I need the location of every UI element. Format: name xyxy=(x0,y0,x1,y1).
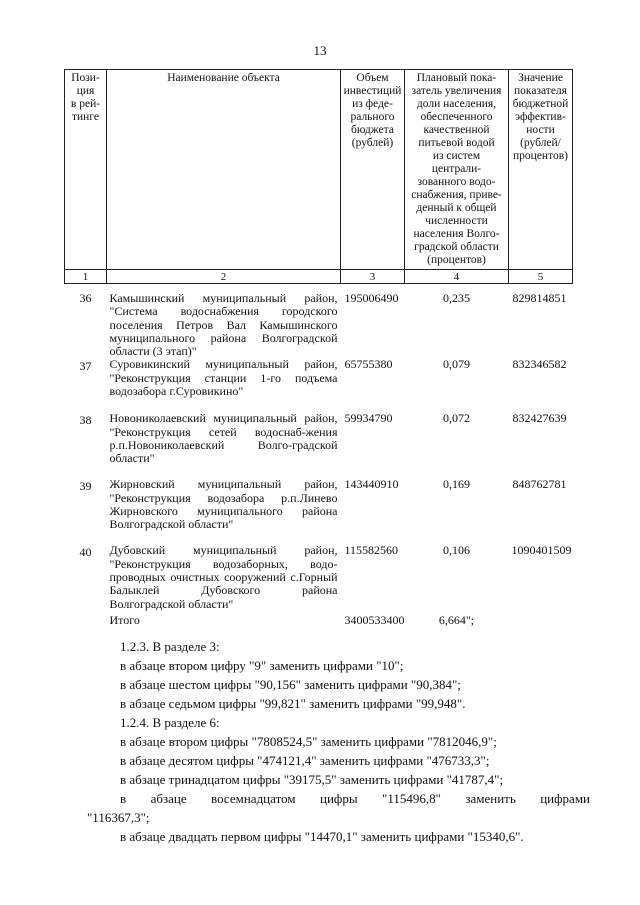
page-number: 13 xyxy=(313,43,327,58)
header-name-text: Наименование объекта xyxy=(167,72,280,84)
row-efficiency: 1090401509 xyxy=(511,543,572,558)
row-indicator: 0,079 xyxy=(443,357,470,372)
paragraph-section-6: 1.2.4. В разделе 6: xyxy=(120,715,220,730)
header-investment xyxy=(341,70,405,270)
total-label: Итого xyxy=(109,613,140,628)
row-efficiency: 848762781 xyxy=(512,477,567,492)
header-name xyxy=(107,70,341,270)
table-row xyxy=(65,358,573,412)
row-investment: 115582560 xyxy=(344,543,399,558)
row-indicator: 0,235 xyxy=(443,291,470,305)
row-indicator: 0,106 xyxy=(443,543,470,558)
column-number-3: 3 xyxy=(341,270,405,284)
row-investment: 65755380 xyxy=(344,357,393,372)
row-position: 40 xyxy=(79,545,92,560)
total-empty-cell xyxy=(65,614,107,630)
row-indicator: 0,072 xyxy=(443,411,470,426)
total-efficiency-cell xyxy=(509,614,573,630)
row-efficiency: 832427639 xyxy=(512,411,567,426)
paragraph: в абзаце шестом цифры "90,156" заменить цифрами "90,384"; xyxy=(120,677,461,692)
table-row xyxy=(65,412,573,478)
table-row xyxy=(65,478,573,544)
row-investment: 59934790 xyxy=(344,411,393,426)
row-position: 37 xyxy=(79,359,92,374)
paragraph-section-3: 1.2.3. В разделе 3: xyxy=(120,639,220,654)
row-position: 38 xyxy=(79,413,92,428)
row-name: Камышинский муниципальный район, "Система водоснабжения городского поселения Петров Вал Камышинского муниципального района Волгоградской области (3 этап)" xyxy=(109,291,338,359)
row-efficiency: 829814851 xyxy=(512,291,567,305)
header-investment-text: Объем инвестиций из феде- рального бюджета (рублей) xyxy=(343,72,402,149)
row-name: Дубовский муниципальный район, "Реконструкция водозаборных, водо-проводных очистных сооружений с.Горный Балыклей Дубовского района Волгоградской области" xyxy=(109,543,338,611)
row-efficiency: 832346582 xyxy=(512,357,567,372)
row-name: Суровикинский муниципальный район, "Реконструкция станции 1-го подъема водозабора г.Суровикино" xyxy=(109,357,338,399)
paragraph-continuation: "116367,3"; xyxy=(87,810,150,825)
header-efficiency xyxy=(509,70,573,270)
row-indicator: 0,169 xyxy=(443,477,470,492)
row-name: Новониколаевский муниципальный район, "Реконструкция сетей водоснаб-жения р.п.Новониколаевский Волго-градской области" xyxy=(109,411,338,466)
total-indicator: 6,664"; xyxy=(438,613,475,628)
paragraph: в абзаце двадцать первом цифры "14470,1" заменить цифрами "15340,6". xyxy=(120,829,524,844)
header-indicator-text: Плановый пока- затель увеличения доли населения, обеспеченного качественной питьевой водой из систем централи- зованного водо- снабжения, приве- денный к общей численности населения Волго- градской области (процентов) xyxy=(411,72,502,266)
header-position xyxy=(65,70,107,270)
column-number-4: 4 xyxy=(405,270,509,284)
row-position: 36 xyxy=(79,291,92,305)
paragraph: в абзаце втором цифры "7808524,5" заменить цифрами "7812046,9"; xyxy=(120,734,497,749)
column-number-2: 2 xyxy=(107,270,341,284)
header-position-text: Пози- ция в рей- тинге xyxy=(70,72,101,123)
row-investment: 195006490 xyxy=(344,291,399,305)
paragraph: в абзаце десятом цифры "474121,4" заменить цифрами "476733,3"; xyxy=(120,753,490,768)
header-indicator xyxy=(405,70,509,270)
table-row xyxy=(65,544,573,614)
total-investment: 3400533400 xyxy=(344,613,405,628)
paragraph: в абзаце тринадцатом цифры "39175,5" заменить цифрами "41787,4"; xyxy=(120,772,504,787)
table-row xyxy=(65,284,573,359)
total-row xyxy=(65,614,573,630)
column-number-1: 1 xyxy=(65,270,107,284)
column-number-row xyxy=(65,270,573,284)
investment-table xyxy=(64,69,573,630)
amendments-text xyxy=(87,637,590,846)
paragraph: в абзаце восемнадцатом цифры "115496,8" заменить цифрами xyxy=(120,791,590,806)
paragraph: в абзаце втором цифру "9" заменить цифрами "10"; xyxy=(120,658,404,673)
paragraph: в абзаце седьмом цифры "99,821" заменить цифрами "99,948". xyxy=(120,696,466,711)
table-header-row xyxy=(65,70,573,270)
column-number-5: 5 xyxy=(509,270,573,284)
header-efficiency-text: Значение показателя бюджетной эффектив- ности (рублей/ процентов) xyxy=(512,72,569,162)
row-position: 39 xyxy=(79,479,92,494)
row-investment: 143440910 xyxy=(344,477,399,492)
row-name: Жирновский муниципальный район, "Реконструкция водозабора р.п.Линево Жирновского муниципального района Волгоградской области" xyxy=(109,477,338,532)
